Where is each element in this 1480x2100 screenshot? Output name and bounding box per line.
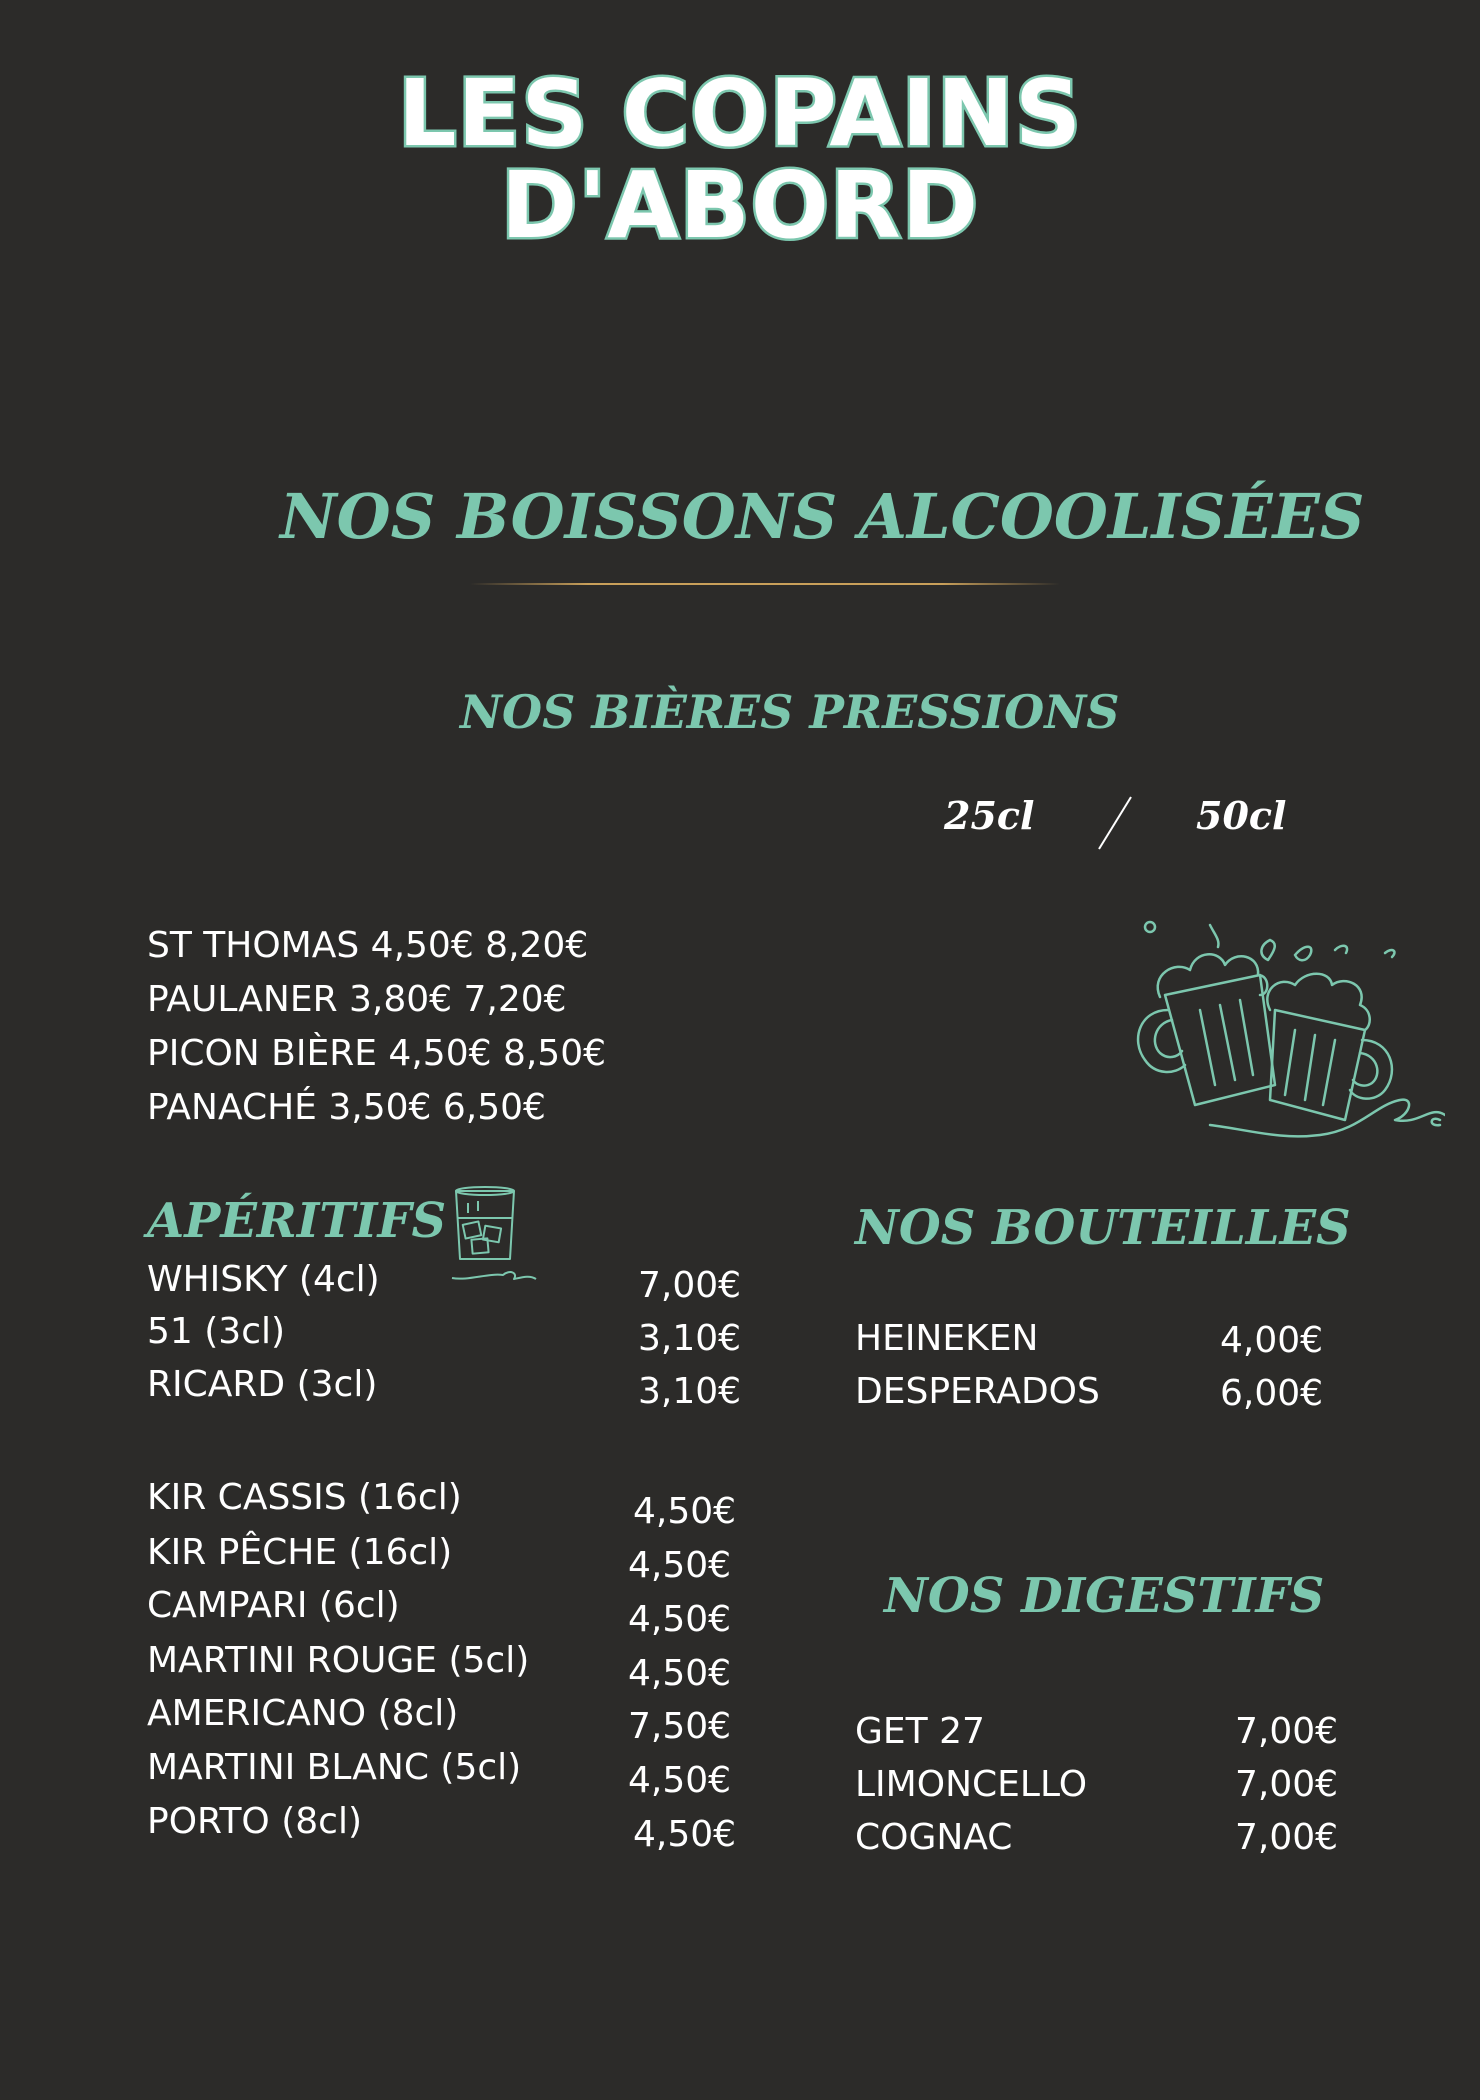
aperitif-price: 7,00€: [638, 1265, 742, 1306]
beer-item: ST THOMAS 4,50€ 8,20€: [147, 925, 589, 966]
aperitif-name: PORTO (8cl): [147, 1801, 362, 1842]
bottle-price: 6,00€: [1220, 1373, 1324, 1414]
aperitif-name: AMERICANO (8cl): [147, 1693, 459, 1734]
beer-mugs-icon: [1110, 915, 1445, 1145]
aperitif-name: 51 (3cl): [147, 1311, 286, 1352]
whisky-glass-icon: [448, 1183, 538, 1283]
digestif-price: 7,00€: [1235, 1817, 1339, 1858]
aperitif-price: 4,50€: [633, 1491, 737, 1532]
aperitif-price: 7,50€: [628, 1706, 732, 1747]
aperitif-price: 4,50€: [628, 1653, 732, 1694]
beers-heading: NOS BIÈRES PRESSIONS: [460, 685, 1120, 739]
size-25cl-label: 25cl: [944, 793, 1035, 838]
aperitif-price: 4,50€: [628, 1760, 732, 1801]
beer-item: PAULANER 3,80€ 7,20€: [147, 979, 567, 1020]
digestif-name: LIMONCELLO: [855, 1764, 1088, 1805]
aperitif-name: WHISKY (4cl): [147, 1259, 380, 1300]
aperitif-price: 3,10€: [638, 1318, 742, 1359]
aperitif-name: KIR PÊCHE (16cl): [147, 1532, 453, 1573]
aperitif-name: KIR CASSIS (16cl): [147, 1477, 462, 1518]
aperitif-name: RICARD (3cl): [147, 1364, 378, 1405]
main-heading: NOS BOISSONS ALCOOLISÉES: [280, 480, 1365, 553]
bottle-name: HEINEKEN: [855, 1318, 1039, 1359]
aperitif-price: 4,50€: [628, 1545, 732, 1586]
divider-line: [470, 583, 1060, 585]
aperitif-price: 4,50€: [628, 1599, 732, 1640]
aperitifs-heading: APÉRITIFS: [147, 1193, 447, 1249]
aperitif-price: 4,50€: [633, 1814, 737, 1855]
digestif-name: GET 27: [855, 1711, 985, 1752]
digestifs-heading: NOS DIGESTIFS: [884, 1568, 1325, 1624]
slash-divider: [1095, 795, 1135, 851]
size-50cl-label: 50cl: [1196, 793, 1287, 838]
digestif-price: 7,00€: [1235, 1764, 1339, 1805]
bottle-name: DESPERADOS: [855, 1371, 1100, 1412]
aperitif-name: MARTINI BLANC (5cl): [147, 1747, 522, 1788]
beer-item: PANACHÉ 3,50€ 6,50€: [147, 1087, 546, 1128]
beer-item: PICON BIÈRE 4,50€ 8,50€: [147, 1033, 606, 1074]
title-line-2: D'ABORD: [500, 152, 980, 259]
aperitif-price: 3,10€: [638, 1371, 742, 1412]
bottles-heading: NOS BOUTEILLES: [855, 1200, 1351, 1256]
aperitif-name: CAMPARI (6cl): [147, 1585, 400, 1626]
aperitif-name: MARTINI ROUGE (5cl): [147, 1640, 530, 1681]
digestif-name: COGNAC: [855, 1817, 1013, 1858]
title-line-1: LES COPAINS: [397, 60, 1083, 167]
bottle-price: 4,00€: [1220, 1320, 1324, 1361]
digestif-price: 7,00€: [1235, 1711, 1339, 1752]
